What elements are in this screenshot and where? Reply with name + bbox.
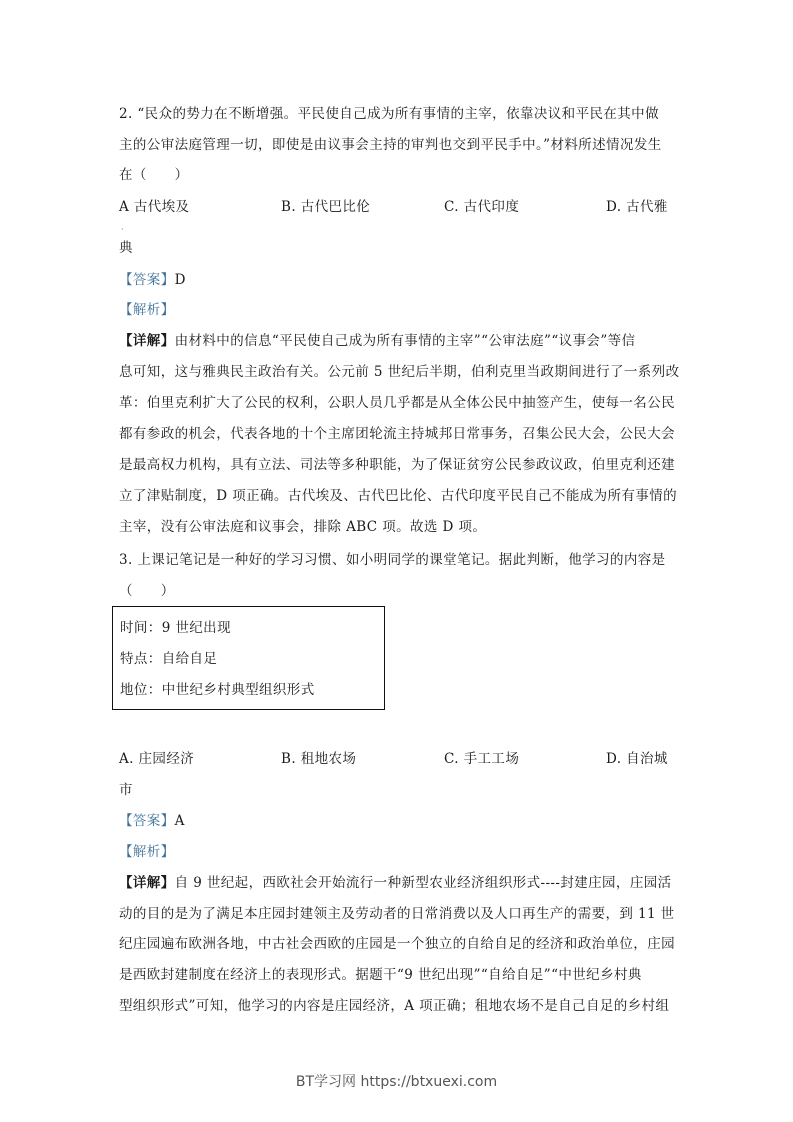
q2-detail-line-4: 都有参政的机会，代表各地的十个主席团轮流主持城邦日常事务，召集公民大会，公民大会 <box>119 426 675 442</box>
q2-option-d-wrap: 典 <box>119 240 133 256</box>
q3-option-b: B. 租地农场 <box>281 751 357 767</box>
q3-detail-line-5: 型组织形式”可知，他学习的内容是庄园经济，A 项正确；租地农场不是自己自足的乡村组 <box>119 998 670 1014</box>
q3-option-d: D. 自治城 <box>606 751 668 767</box>
note-status: 地位：中世纪乡村典型组织形式 <box>120 682 315 698</box>
q3-stem-line-1: 3. 上课记笔记是一种好的学习习惯、如小明同学的课堂笔记。据此判断，他学习的内容是 <box>119 552 666 568</box>
detail-text: 由材料中的信息“平民使自己成为所有事情的主宰”“公审法庭”“议事会”等信 <box>174 333 636 349</box>
q3-option-d-wrap: 市 <box>119 782 133 798</box>
q2-detail-line-2: 息可知，这与雅典民主政治有关。公元前 5 世纪后半期，伯利克里当政期间进行了一系列改 <box>119 364 680 380</box>
note-feature: 特点：自给自足 <box>120 651 218 667</box>
q2-detail-line-1 <box>119 332 635 350</box>
q2-detail-line-5: 是最高权力机构，具有立法、司法等多种职能，为了保证贫穷公民参政议政，伯里克利还建 <box>119 457 675 473</box>
detail-label: 【详解】 <box>119 333 175 349</box>
answer-value: D <box>174 272 186 288</box>
class-notes-box <box>112 606 385 710</box>
q2-stem-line-1: 2. “民众的势力在不断增强。平民使自己成为所有事情的主宰，依靠决议和平民在其中做 <box>119 106 659 122</box>
q2-stem-line-3: 在（ ） <box>119 167 189 183</box>
answer-value: A <box>174 813 185 829</box>
q3-detail-line-2: 动的目的是为了满足本庄园封建领主及劳动者的日常消费以及人口再生产的需要，到 11 世 <box>119 906 675 922</box>
q2-detail-line-7: 主宰，没有公审法庭和议事会，排除 ABC 项。故选 D 项。 <box>119 519 487 535</box>
q2-detail-line-6: 立了津贴制度，D 项正确。古代埃及、古代巴比伦、古代印度平民自己不能成为所有事情的 <box>119 488 678 504</box>
q3-detail-line-3: 纪庄园遍布欧洲各地，中古社会西欧的庄园是一个独立的自给自足的经济和政治单位，庄园 <box>119 936 675 952</box>
q3-option-a: A. 庄园经济 <box>119 751 195 767</box>
q2-detail-line-3: 革：伯里克利扩大了公民的权利，公职人员几乎都是从全体公民中抽签产生，使每一名公民 <box>119 395 675 411</box>
q3-analysis-label: 【解析】 <box>119 844 175 860</box>
answer-label: 【答案】 <box>119 272 175 288</box>
detail-text: 自 9 世纪起，西欧社会开始流行一种新型农业经济组织形式----封建庄园，庄园活 <box>174 875 672 891</box>
q2-stem-line-2: 主的公审法庭管理一切，即使是由议事会主持的审判也交到平民手中。”材料所述情况发生 <box>119 137 662 153</box>
q2-option-d: D. 古代雅 <box>606 199 668 215</box>
q2-answer <box>119 271 186 289</box>
answer-label: 【答案】 <box>119 813 175 829</box>
q3-answer <box>119 812 185 830</box>
q3-stem-line-2: （ ） <box>119 583 175 599</box>
q3-option-c: C. 手工工场 <box>444 751 520 767</box>
stray-dot: · <box>121 225 124 234</box>
footer-watermark: BT学习网 https://btxuexi.com <box>295 1074 498 1090</box>
detail-label: 【详解】 <box>119 875 175 891</box>
q2-option-a: A 古代埃及 <box>119 199 190 215</box>
q2-option-c: C. 古代印度 <box>444 199 520 215</box>
q2-option-b: B. 古代巴比伦 <box>281 199 371 215</box>
note-time: 时间：9 世纪出现 <box>120 620 231 636</box>
q2-analysis-label: 【解析】 <box>119 302 175 318</box>
q3-detail-line-1 <box>119 874 672 892</box>
q3-detail-line-4: 是西欧封建制度在经济上的表现形式。据题干“9 世纪出现”“自给自足”“中世纪乡村典 <box>119 967 642 983</box>
